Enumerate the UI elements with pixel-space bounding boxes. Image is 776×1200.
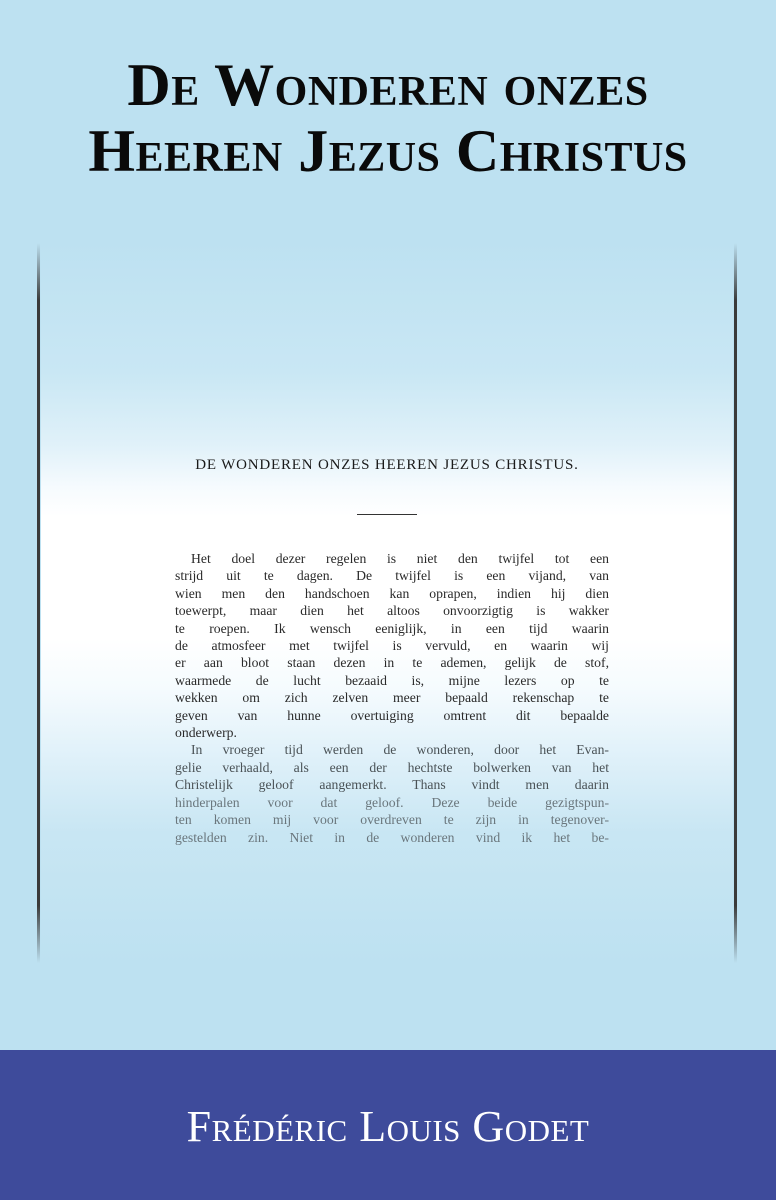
text-line: onderwerp. <box>175 725 237 741</box>
scanned-page-heading: DE WONDEREN ONZES HEEREN JEZUS CHRISTUS. <box>195 457 579 473</box>
author-name: Frédéric Louis Godet <box>186 1102 590 1151</box>
text-line: ten komen mij voor overdreven te zijn in tegenover- <box>175 812 609 828</box>
text-line: In vroeger tijd werden de wonderen, door het Evan- <box>191 742 609 758</box>
right-vertical-rule <box>734 243 737 963</box>
text-line: wekken om zich zelven meer bepaald rekenschap te <box>175 690 609 706</box>
text-line: Christelijk geloof aangemerkt. Thans vindt men daarin <box>175 777 609 793</box>
text-line: toewerpt, maar dien het altoos onvoorzigtig is wakker <box>175 603 609 619</box>
scanned-page <box>41 243 733 963</box>
book-title-line-1: De Wonderen onzes <box>127 52 649 118</box>
text-line: te roepen. Ik wensch eeniglijk, in een tijd waarin <box>175 620 609 636</box>
book-title-line-2: Heeren Jezus Christus <box>88 118 688 184</box>
text-line: gelie verhaald, als een der hechtste bolwerken van het <box>175 759 609 775</box>
left-vertical-rule <box>37 243 40 963</box>
text-line: de atmosfeer met twijfel is vervuld, en waarin wij <box>175 638 609 654</box>
text-line: waarmede de lucht bezaaid is, mijne lezers op te <box>175 672 609 688</box>
text-line: geven van hunne overtuiging omtrent dit bepaalde <box>175 707 609 723</box>
text-line: wien men den handschoen kan oprapen, indien hij dien <box>175 585 609 601</box>
heading-divider <box>357 514 417 515</box>
text-line: hinderpalen voor dat geloof. Deze beide gezigtspun- <box>175 794 609 810</box>
text-line: er aan bloot staan dezen in te ademen, gelijk de stof, <box>175 655 609 671</box>
book-title <box>0 52 776 184</box>
text-line: Het doel dezer regelen is niet den twijfel tot een <box>191 551 609 566</box>
text-line: gestelden zin. Niet in de wonderen vind ik het be- <box>175 829 609 845</box>
scanned-page-text <box>175 550 609 846</box>
text-line: strijd uit te dagen. De twijfel is een vijand, van <box>175 568 609 584</box>
